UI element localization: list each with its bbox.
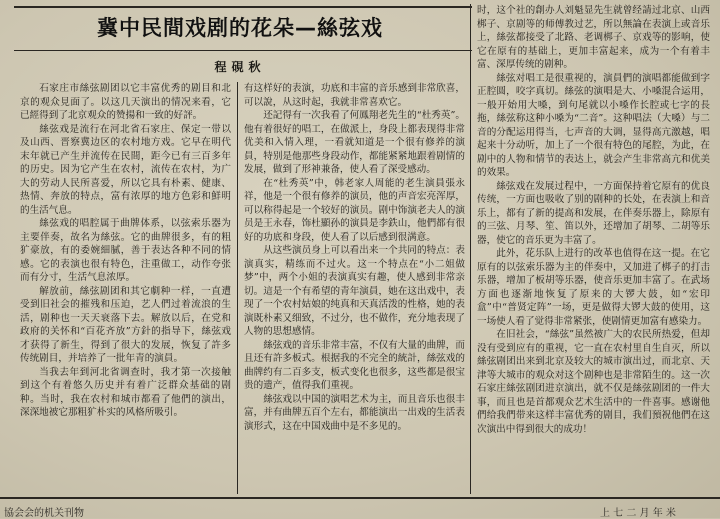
paragraph: 絲弦戏是流行在河北省石家庄、保定一带以及山西、晋察冀边区的农村地方戏。它早在明代末年就已产生并流传在民間，距今已有三百多年的历史。因为它产生在农村，流传在农村，为广大的劳动人民所喜爱，所以它具有朴素、健康、热情、奔放的特点，富有浓厚的地方色彩和鮮明的生活气息。 bbox=[20, 123, 231, 216]
article-column-2 bbox=[244, 82, 465, 496]
paragraph: 石家庄市絲弦剧团以它丰富优秀的剧目和北京的观众見面了。以这几天演出的情况来看，它已經得到了北京观众的赞揚和一致的好評。 bbox=[20, 83, 231, 121]
paragraph: 还記得有一次我看了何鳳翔老先生的“杜秀英”。他有着很好的唱工，在做派上，身段上都表现得非常优美和入情入理，一看就知道是一个很有修养的演員，特别是他那些身段动作，都能紧紧地跟着剧情的发展，做到了形神兼备，使人看了深受感动。 bbox=[244, 110, 465, 175]
paragraph: 在旧社会，“絲弦”虽然被广大的农民所热爱，但却没有受到应有的重视，它一直在农村里自生自灭，所以絲弦剧团出来到北京及较大的城市演出过，而北京、天津等大城市的观众对这个剧种也是非常陌生的。这一次石家庄絲弦剧团进京演出，就不仅是絲弦剧团的一件大事，而且也是首都观众艺术生活中的一件喜事。感谢他們给我們带来这样丰富优秀的剧目，我们預祝他們在这次演出中得到很大的成功！ bbox=[477, 329, 710, 435]
article-author: 程硯秋 bbox=[214, 60, 266, 74]
title-underline bbox=[14, 50, 472, 51]
bottom-rule bbox=[0, 497, 720, 499]
paragraph: 在“杜秀英”中，韩老家人周能的老生演員張永祥，他是一个很有修养的演员，他的声音宏亮浑厚，可以称得起是一个较好的演员。剧中饰演老夫人的演员是王永春，饰杜顯孙的演員是李鉄山，他們都有很好的功底和身段，使人看了以后感到很满意。 bbox=[244, 177, 465, 243]
column-divider-left bbox=[237, 82, 238, 494]
footer-right-text: 上 七 二 月 年 米 bbox=[600, 508, 676, 519]
footer-left-text: 協会会的机关刊物 bbox=[4, 508, 84, 519]
page-footer bbox=[0, 500, 720, 518]
paragraph: 絲弦戏在发展过程中，一方面保持着它原有的优良传统，一方面也吸收了别的剧种的长处，在表演上和音乐上，都有了新的提高和发展，在伴奏乐器上，除原有的三弦、月琴、笙、笛以外，还增加了胡琴、二胡等乐器，使它的音乐更为丰富了。 bbox=[477, 180, 710, 246]
paragraph: 有这样好的表演，功底和丰富的音乐感到非常欣喜，可以說，从这时起，我就非常喜欢它。 bbox=[244, 83, 465, 108]
paragraph: 絲弦戏的唱腔属于曲牌体系，以弦索乐器为主要伴奏，故名为絲弦。它的曲牌很多，有的粗犷豪放，有的委婉細膩，善于表达各种不同的情感。它的表演也很有特色，注重做工，动作夸张而有分寸，生活气息浓厚。 bbox=[20, 218, 231, 283]
article-title: 冀中民間戏剧的花朵—絲弦戏 bbox=[97, 16, 383, 40]
paragraph: 从这些演员身上可以看出来一个共同的特点：表演真实，精练而不过火。这一个特点在“小二姐做梦”中，两个小姐的表演真实有趣，使人感到非常亲切。這是一个有希望的青年演員，她在这出戏中，表现了一个农村姑娘的纯真和天真活泼的性格，她的表演既朴素又细致，不过分，也不做作，充分地表现了人物的思想感情。 bbox=[244, 245, 465, 337]
paragraph: 解放前，絲弦剧团和其它劇种一样，一直遭受到旧社会的摧残和压迫，艺人們过着流浪的生活，剧种也一天天衰落下去。解放以后，在党和政府的关怀和“百花齐放”方針的指导下，絲弦戏才获得了新生，得到了很大的发展，恢复了許多传统剧目，并培养了一批年青的演員。 bbox=[20, 285, 231, 364]
paragraph: 当我去年到河北省调查时，我才第一次接触到这个有着悠久历史并有着广泛群众基础的剧种。当时，我在农村和城市都看了他們的演出，深深地被它那粗犷朴实的风格所吸引。 bbox=[20, 366, 231, 418]
paragraph: 絲弦戏以中国的演唱艺术为主，而且音乐也很丰富，并有曲牌五百个左右，都能演出一出戏的生活表演形式，这在中国戏曲中是不多见的。 bbox=[244, 393, 465, 432]
article-column-3 bbox=[477, 4, 710, 496]
column-divider-right bbox=[470, 4, 471, 494]
paragraph: 絲弦对唱工是很重视的，演員們的演唱都能做到字正腔圆，咬字真切。絲弦的演唱是大、小嗓混合运用，一般开始用大嗓，到句尾就以小嗓作长腔或七字的長拖，絲弦称这种小嗓为“二音”。这种唱法（大嗓）与二音的分配运用得当，七声音的大调，显得高亢激越，唱起来十分动听，加上了一个很有特色的尾腔，为此，在剧中的人物和情节的表达上，就会产生非常高亢和优美的效果。 bbox=[477, 72, 710, 178]
paragraph: 絲弦戏的音乐非常丰富，不仅有大量的曲牌，而且还有許多板式。根据我的不完全的統計，絲弦戏的曲牌约有二百多支，板式变化也很多，这些都是很宝贵的遗产，值得我们重视。 bbox=[244, 339, 465, 391]
paragraph: 时，这个社的創办人刘魁显先生就曾经請过北京、山西梆子、京剧等的师傅教过艺，所以無論在表演上或音乐上，絲弦都接受了北路、老调梆子、京戏等的影响，使它在原有的基础上，更加丰富起来，成为一个有着丰富、深厚传统的剧种。 bbox=[477, 5, 710, 70]
paragraph: 此外，花乐队上进行的改革也值得在这一提。在它原有的以弦索乐器为主的伴奏中，又加进了梆子的打击乐器，增加了板胡等乐器，使音乐更加丰富了。在武场方面也逐渐地恢复了原来的大锣大鼓，如“宏印盒”中“普贤定阵”一场，更是做得大锣大鼓的使用，这一场使人看了觉得非常紧张，使剧情更加富有感染力。 bbox=[477, 248, 710, 327]
top-rule bbox=[14, 6, 472, 8]
article-column-1 bbox=[20, 82, 231, 496]
